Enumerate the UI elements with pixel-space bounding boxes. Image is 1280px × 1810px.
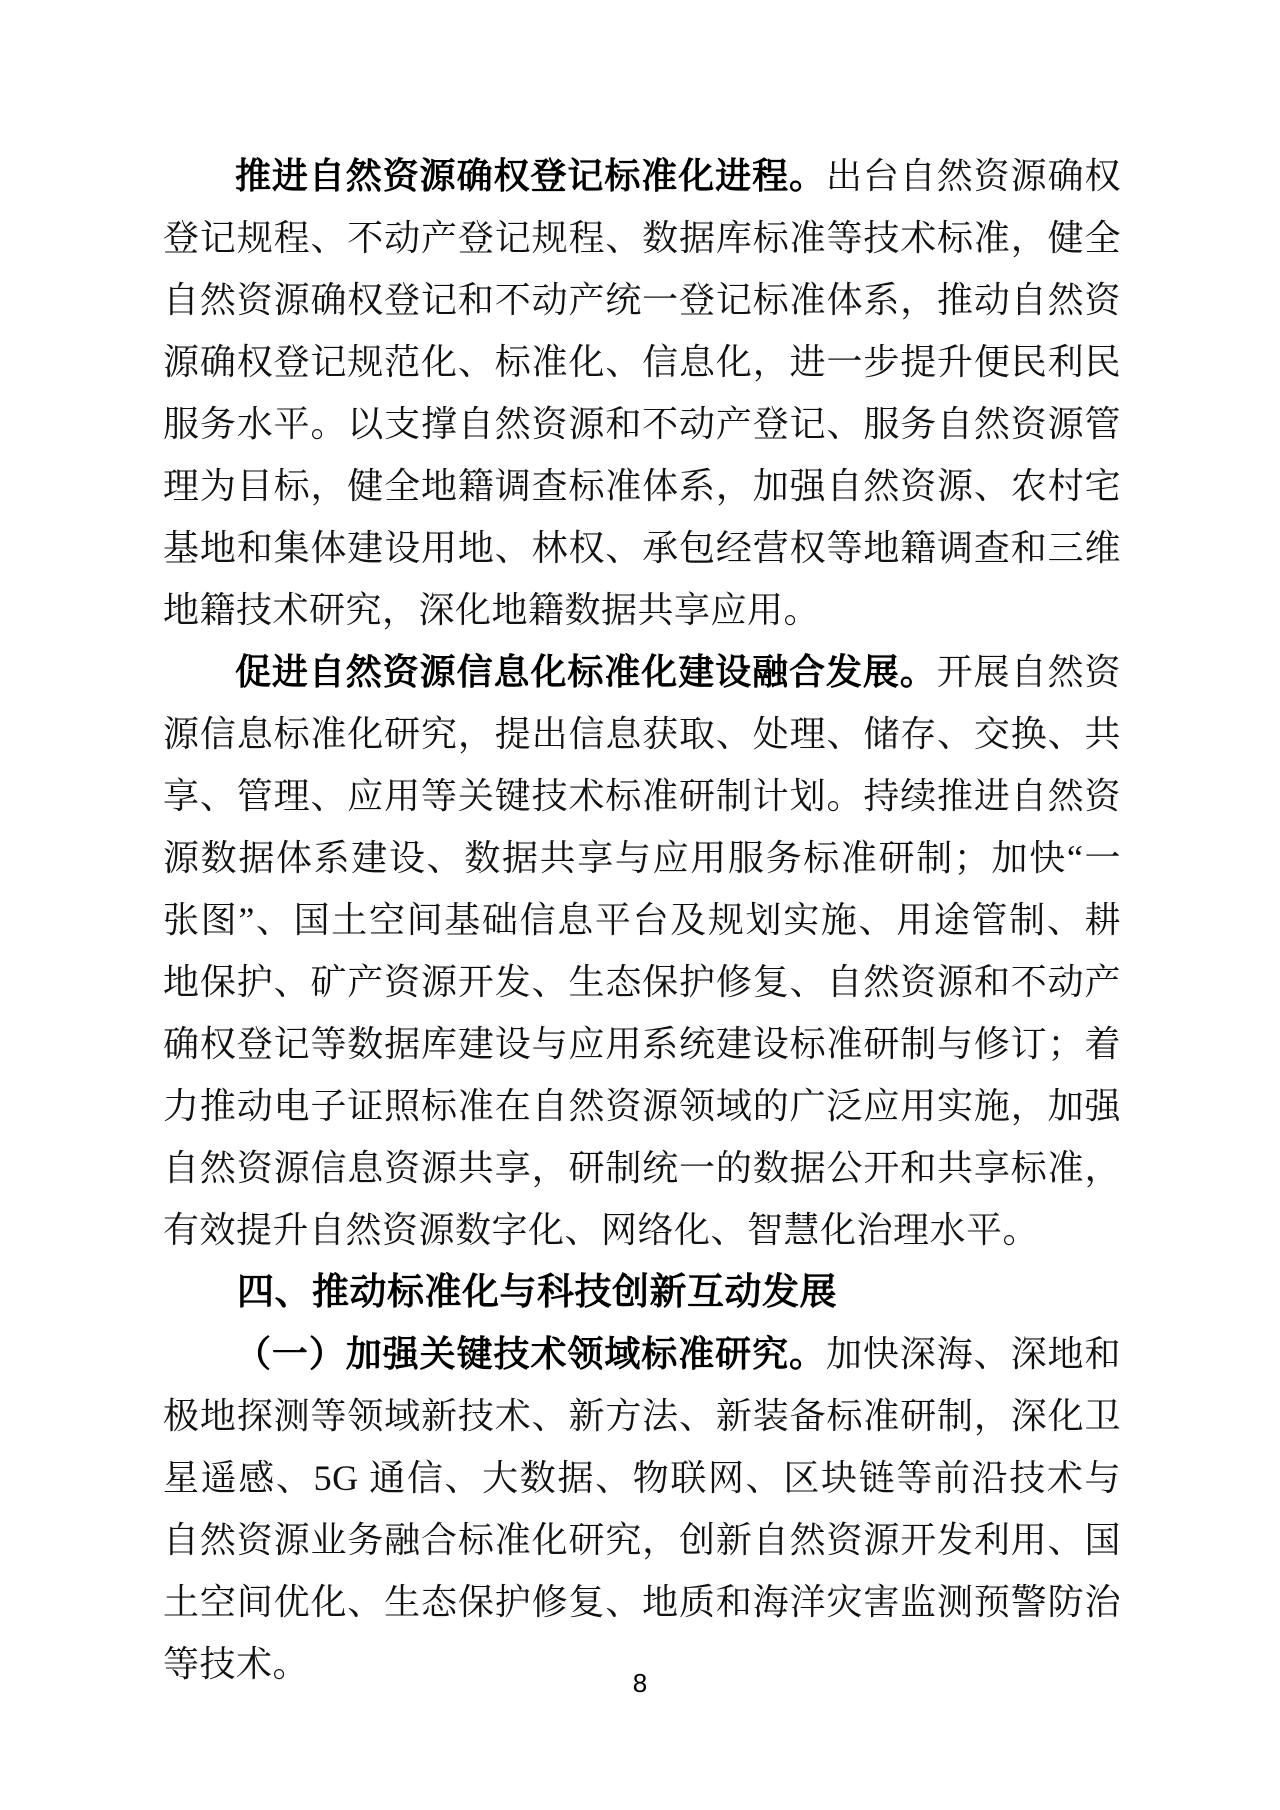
paragraph-body-text: 出台自然资源确权登记规程、不动产登记规程、数据库标准等技术标准，健全自然资源确权登记和不动产统一登记标准体系，推动自然资源确权登记规范化、标准化、信息化，进一步提升便民利民服务水平。以支撑自然资源和不动产登记、服务自然资源管理为目标，健全地籍调查标准体系，加强自然资源、农村宅基地和集体建设用地、林权、承包经营权等地籍调查和三维地籍技术研究，深化地籍数据共享应用。	[163, 156, 1121, 630]
paragraph-lead-sentence: （一）加强关键技术领域标准研究。	[235, 1334, 826, 1374]
paragraph-lead-sentence: 推进自然资源确权登记标准化进程。	[235, 156, 826, 196]
paragraph-body-text: 开展自然资源信息标准化研究，提出信息获取、处理、储存、交换、共享、管理、应用等关键技术标准研制计划。持续推进自然资源数据体系建设、数据共享与应用服务标准研制；加快“一张图”、国土空间基础信息平台及规划实施、用途管制、耕地保护、矿产资源开发、生态保护修复、自然资源和不动产确权登记等数据库建设与应用系统建设标准研制与修订；着力推动电子证照标准在自然资源领域的广泛应用实施，加强自然资源信息资源共享，研制统一的数据公开和共享标准，有效提升自然资源数字化、网络化、智慧化治理水平。	[163, 652, 1121, 1250]
document-body	[163, 145, 1121, 1695]
paragraph-body-text: 加快深海、深地和极地探测等领域新技术、新方法、新装备标准研制，深化卫星遥感、5G 通信、大数据、物联网、区块链等前沿技术与自然资源业务融合标准化研究，创新自然资源开发利用、国土空间优化、生态保护修复、地质和海洋灾害监测预警防治等技术。	[163, 1334, 1121, 1684]
section-heading: 四、推动标准化与科技创新互动发展	[237, 1271, 837, 1312]
paragraph-registration-standardization	[163, 145, 1121, 641]
paragraph-key-technology-research	[163, 1323, 1121, 1695]
page-number: 8	[632, 1668, 648, 1698]
paragraph-informatization-standardization	[163, 641, 1121, 1261]
paragraph-lead-sentence: 促进自然资源信息化标准化建设融合发展。	[235, 652, 937, 692]
